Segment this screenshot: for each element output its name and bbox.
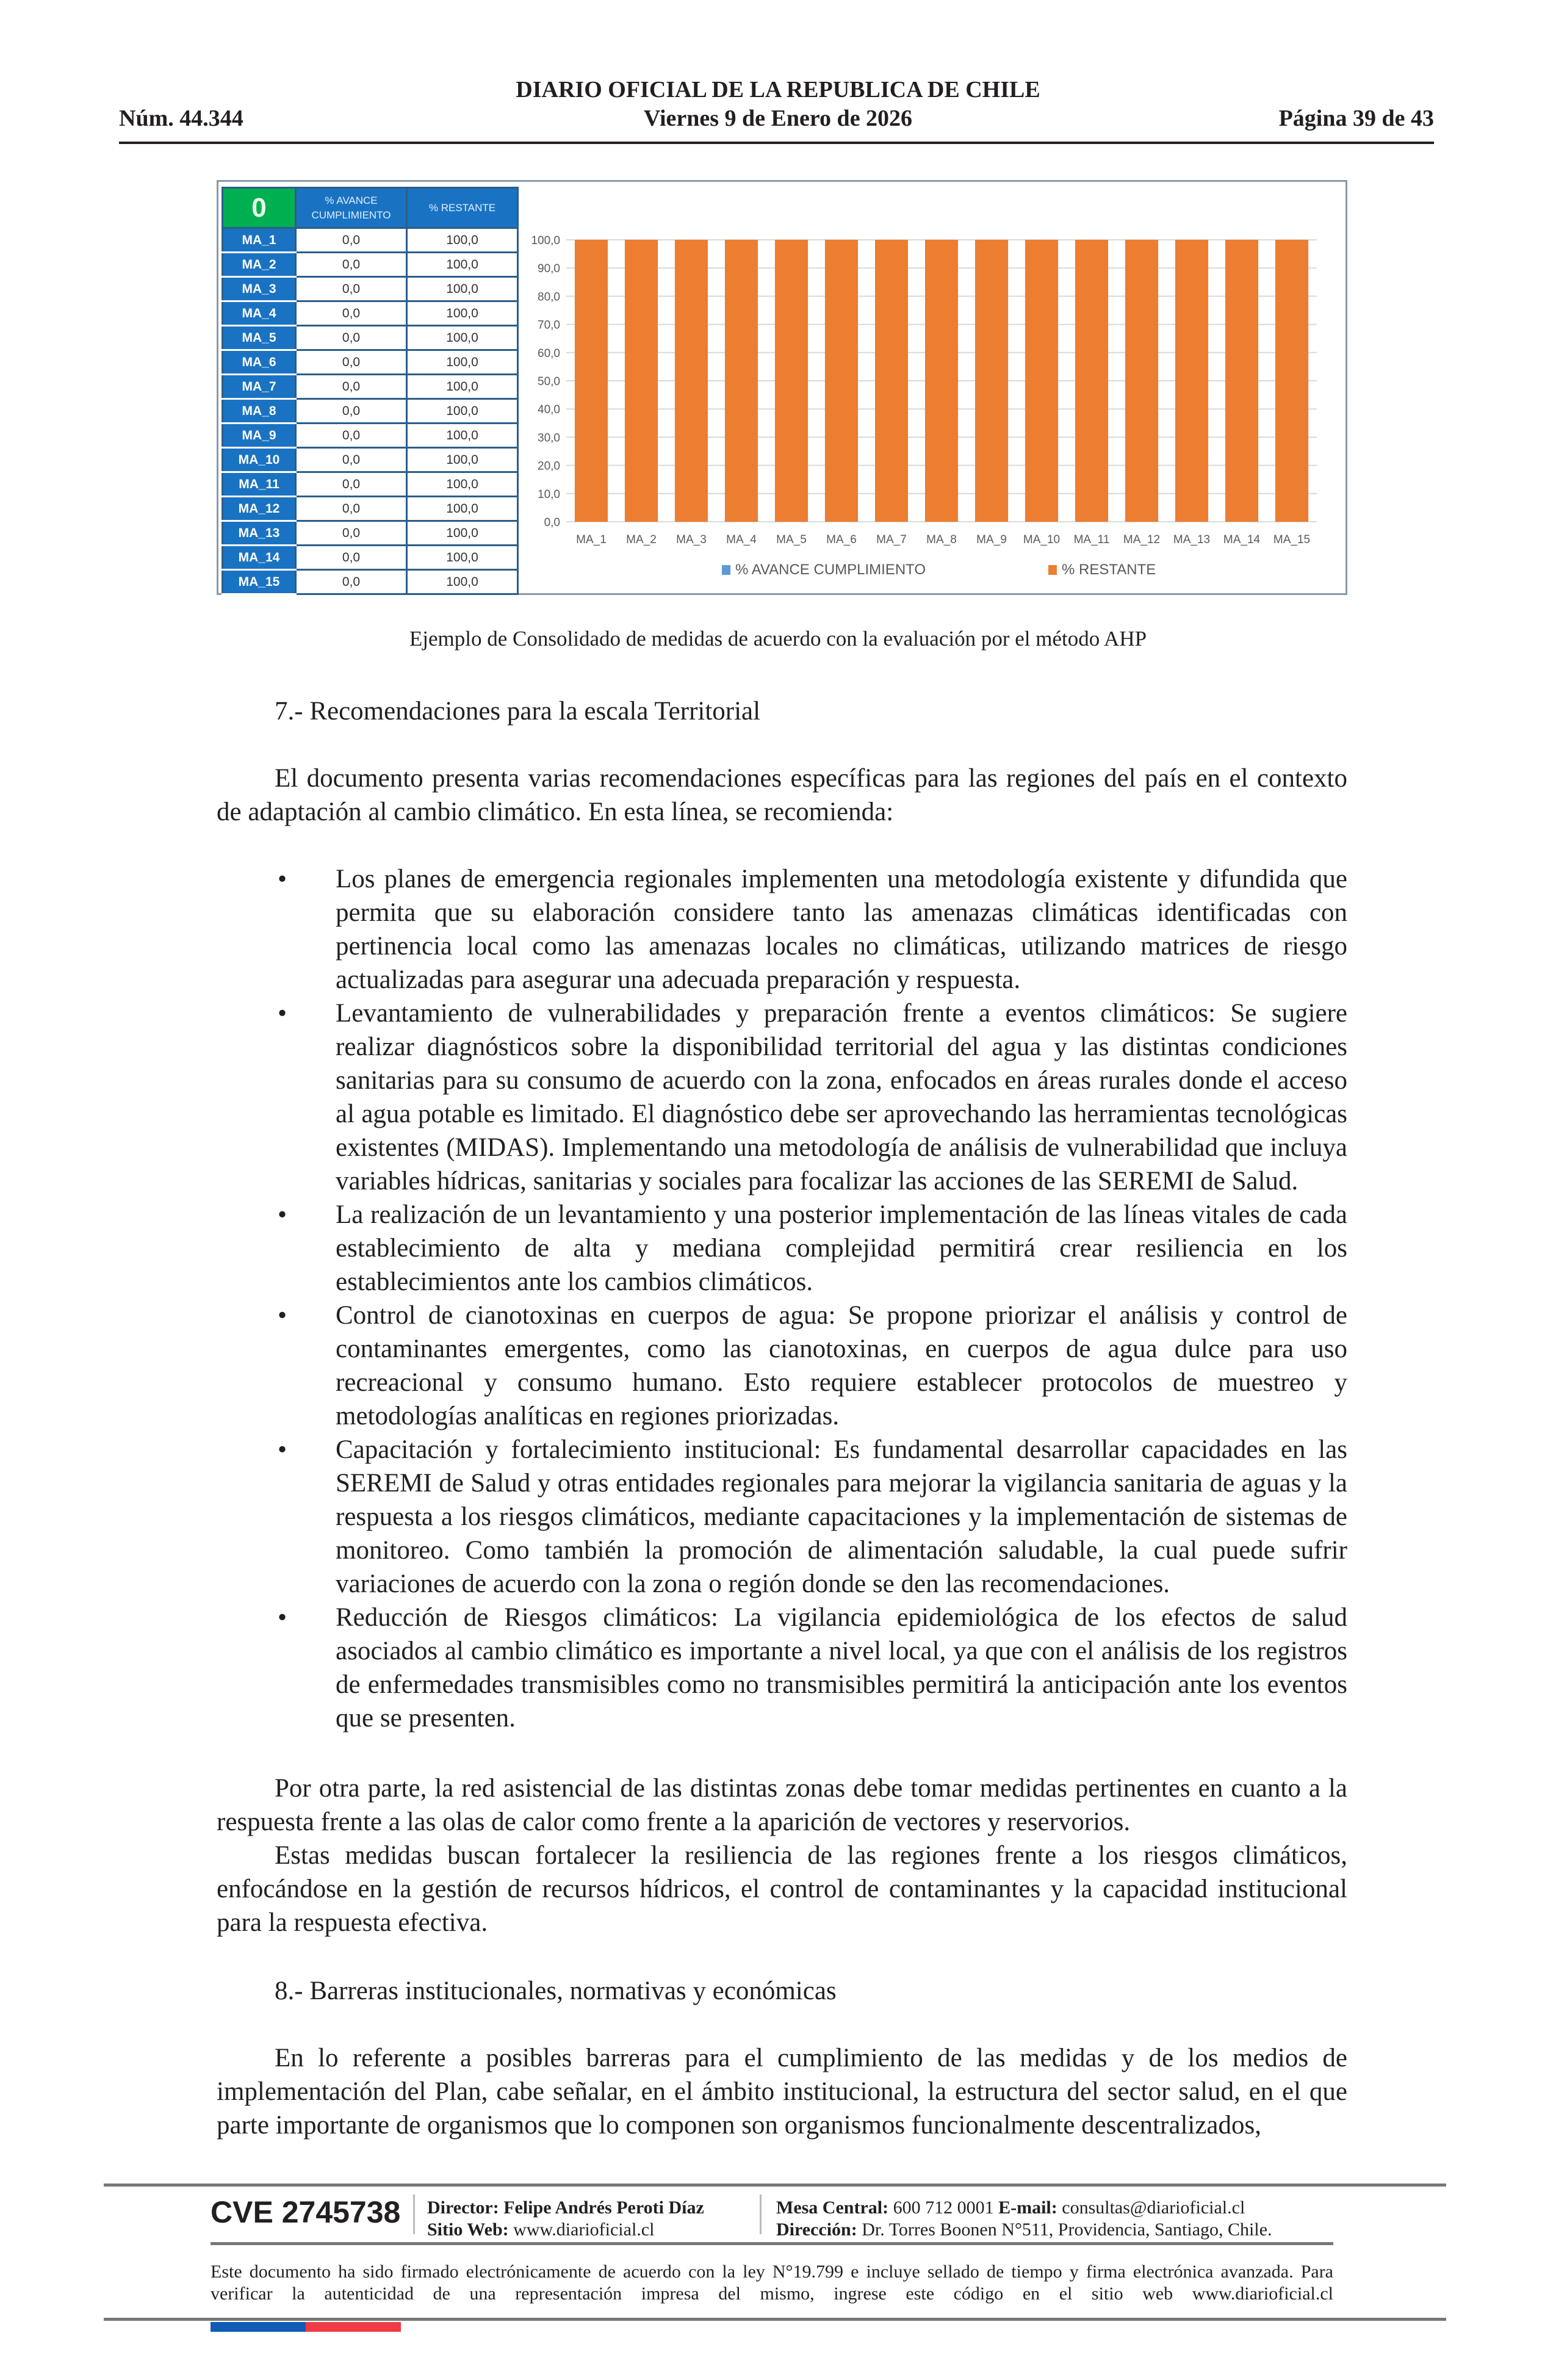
bar-restante-MA_4 <box>725 240 758 522</box>
recommendations-list <box>217 862 1347 1735</box>
bar-restante-MA_5 <box>775 240 808 522</box>
restante-value: 100,0 <box>407 497 518 521</box>
list-item <box>217 1433 1347 1601</box>
y-tick-label: 40,0 <box>538 403 560 417</box>
y-tick-label: 100,0 <box>531 234 560 247</box>
bar-restante-MA_10 <box>1025 240 1058 522</box>
paragraph: Por otra parte, la red asistencial de las distintas zonas debe tomar medidas pertinentes en cuanto a la respuesta frente a las olas de calor como frente a la aparición de vectores y reservorios. <box>217 1774 1347 1836</box>
avance-value: 0,0 <box>296 399 407 424</box>
list-item <box>217 1601 1347 1735</box>
flag-stripe-red <box>306 2322 401 2332</box>
director-name: Felipe Andrés Peroti Díaz <box>503 2198 704 2218</box>
avance-value: 0,0 <box>296 497 407 521</box>
restante-value: 100,0 <box>407 399 518 424</box>
label: Director: <box>427 2198 499 2218</box>
x-tick-label: MA_3 <box>676 533 707 546</box>
bullet-icon: • <box>278 1435 287 1464</box>
bar-restante-MA_14 <box>1225 240 1258 522</box>
legend-label: % AVANCE CUMPLIMIENTO <box>735 561 926 578</box>
x-tick-label: MA_2 <box>626 533 657 546</box>
table-corner: 0 <box>223 188 296 228</box>
chart-figure <box>217 180 1347 595</box>
footer-director <box>427 2197 704 2241</box>
section-7-intro: El documento presenta varias recomendaciones específicas para las regiones del país en el contexto de adaptación al cambio climático. En esta línea, se recomienda: <box>217 764 1347 826</box>
list-item <box>217 997 1347 1198</box>
x-tick-label: MA_8 <box>926 533 957 546</box>
y-tick-label: 70,0 <box>538 319 560 332</box>
section-7-closing <box>217 1772 1347 1939</box>
signature-notice: Este documento ha sido firmado electrónicamente de acuerdo con la ley N°19.799 e incluye sellado de tiempo y firma electrónica avanzada. Para verificar la autenticidad de una representación impresa del mismo, ingrese este código en el sitio web www.diarioficial.cl <box>211 2262 1333 2304</box>
bar-chart <box>218 182 1345 593</box>
bar-restante-MA_8 <box>925 240 958 522</box>
bar-restante-MA_7 <box>875 240 908 522</box>
list-item-text: Reducción de Riesgos climáticos: La vigilancia epidemiológica de los efectos de salud asociados al cambio climático es importante a nivel local, ya que con el análisis de los registros de enfermedades transmisibles como no transmisibles permitirá la anticipación ante los eventos que se presenten. <box>336 1603 1347 1733</box>
label: Mesa Central: <box>776 2198 889 2218</box>
paragraph: Estas medidas buscan fortalecer la resiliencia de las regiones frente a los riesgos climáticos, enfocándose en la gestión de recursos hídricos, el control de contaminantes y la capacidad institucional para la respuesta efectiva. <box>217 1841 1347 1937</box>
x-tick-label: MA_10 <box>1023 533 1061 546</box>
bullet-icon: • <box>278 1200 287 1229</box>
bar-restante-MA_11 <box>1075 240 1108 522</box>
measure-label: MA_9 <box>223 424 296 448</box>
measure-label: MA_13 <box>223 521 296 546</box>
measure-label: MA_5 <box>223 326 296 350</box>
x-tick-label: MA_1 <box>576 533 607 546</box>
bullet-icon: • <box>278 1603 287 1632</box>
measure-label: MA_14 <box>223 546 296 570</box>
y-tick-label: 80,0 <box>538 290 560 304</box>
y-tick-label: 0,0 <box>544 516 560 529</box>
x-tick-label: MA_11 <box>1073 533 1110 546</box>
avance-value: 0,0 <box>296 326 407 350</box>
avance-value: 0,0 <box>296 570 407 594</box>
newspaper-title: DIARIO OFICIAL DE LA REPUBLICA DE CHILE <box>516 77 1040 103</box>
bar-restante-MA_9 <box>975 240 1008 522</box>
measure-label: MA_15 <box>223 570 296 594</box>
restante-value: 100,0 <box>407 472 518 497</box>
x-tick-label: MA_7 <box>876 533 907 546</box>
bullet-icon: • <box>278 1301 287 1330</box>
issue-date: Viernes 9 de Enero de 2026 <box>643 106 913 131</box>
measure-label: MA_6 <box>223 350 296 375</box>
restante-value: 100,0 <box>407 546 518 570</box>
figure-caption: Ejemplo de Consolidado de medidas de acuerdo con la evaluación por el método AHP <box>409 627 1147 651</box>
section-7-heading: 7.- Recomendaciones para la escala Territorial <box>275 697 761 726</box>
section-8-heading: 8.- Barreras institucionales, normativas y económicas <box>275 1977 837 2005</box>
page-number: Página 39 de 43 <box>1278 106 1434 131</box>
measure-label: MA_10 <box>223 448 296 472</box>
x-tick-label: MA_6 <box>826 533 857 546</box>
y-tick-label: 60,0 <box>538 347 560 360</box>
avance-value: 0,0 <box>296 277 407 301</box>
measure-label: MA_2 <box>223 253 296 277</box>
avance-value: 0,0 <box>296 375 407 399</box>
avance-value: 0,0 <box>296 253 407 277</box>
x-tick-label: MA_5 <box>776 533 807 546</box>
header-rule <box>119 142 1434 144</box>
phone: 600 712 0001 <box>893 2198 994 2218</box>
avance-value: 0,0 <box>296 546 407 570</box>
restante-value: 100,0 <box>407 448 518 472</box>
list-item <box>217 862 1347 997</box>
restante-value: 100,0 <box>407 253 518 277</box>
bar-restante-MA_3 <box>675 240 708 522</box>
bar-restante-MA_12 <box>1125 240 1158 522</box>
restante-value: 100,0 <box>407 326 518 350</box>
y-tick-label: 90,0 <box>538 262 560 276</box>
y-tick-label: 50,0 <box>538 375 560 388</box>
footer-rule <box>104 2183 1446 2187</box>
measure-label: MA_4 <box>223 301 296 326</box>
list-item-text: Los planes de emergencia regionales implementen una metodología existente y difundida que permita que su elaboración considere tanto las amenazas climáticas identificadas con pertinencia local como las amenazas locales no climáticas, utilizando matrices de riesgo actualizadas para asegurar una adecuada preparación y respuesta. <box>336 865 1347 994</box>
restante-value: 100,0 <box>407 228 518 253</box>
label: E-mail: <box>998 2198 1057 2218</box>
measure-label: MA_1 <box>223 228 296 253</box>
divider <box>760 2194 762 2234</box>
restante-value: 100,0 <box>407 350 518 375</box>
flag-stripe-blue <box>211 2322 306 2332</box>
footer-rule <box>104 2318 1446 2321</box>
list-item-text: Capacitación y fortalecimiento institucional: Es fundamental desarrollar capacidades en las SEREMI de Salud y otras entidades regionales para mejorar la vigilancia sanitaria de aguas y la respuesta a los riesgos climáticos, mediante capacitaciones y la implementación de sistemas de monitoreo. Como también la promoción de alimentación saludable, la cual puede sufrir variaciones de acuerdo con la zona o región donde se den las recomendaciones. <box>336 1435 1347 1598</box>
bar-restante-MA_13 <box>1175 240 1208 522</box>
list-item <box>217 1299 1347 1433</box>
measure-label: MA_8 <box>223 399 296 424</box>
col-header-restante: % RESTANTE <box>407 188 518 228</box>
avance-value: 0,0 <box>296 301 407 326</box>
restante-value: 100,0 <box>407 570 518 594</box>
y-tick-label: 10,0 <box>538 488 560 501</box>
label: Sitio Web: <box>427 2220 509 2240</box>
divider <box>413 2194 415 2234</box>
y-tick-label: 20,0 <box>538 460 560 473</box>
measure-label: MA_7 <box>223 375 296 399</box>
x-tick-label: MA_13 <box>1173 533 1211 546</box>
x-tick-label: MA_4 <box>726 533 757 546</box>
address: Dr. Torres Boonen N°511, Providencia, Santiago, Chile. <box>862 2220 1272 2240</box>
bar-restante-MA_15 <box>1275 240 1308 522</box>
issue-number: Núm. 44.344 <box>119 106 243 131</box>
measure-label: MA_11 <box>223 472 296 497</box>
x-tick-label: MA_14 <box>1223 533 1261 546</box>
email-link[interactable]: consultas@diarioficial.cl <box>1062 2198 1245 2218</box>
avance-value: 0,0 <box>296 448 407 472</box>
restante-value: 100,0 <box>407 277 518 301</box>
legend-label: % RESTANTE <box>1062 561 1156 578</box>
avance-value: 0,0 <box>296 350 407 375</box>
avance-value: 0,0 <box>296 228 407 253</box>
section-8-paragraph: En lo referente a posibles barreras para el cumplimiento de las medidas y de los medios de implementación del Plan, cabe señalar, en el ámbito institucional, la estructura del sector salud, en el que parte importante de organismos que lo componen son organismos funcionalmente descentralizados, <box>217 2044 1347 2140</box>
y-tick-label: 30,0 <box>538 431 560 445</box>
bar-restante-MA_6 <box>825 240 858 522</box>
measure-label: MA_12 <box>223 497 296 521</box>
legend-swatch <box>1048 565 1057 575</box>
x-tick-label: MA_15 <box>1273 533 1311 546</box>
bar-restante-MA_1 <box>575 240 608 522</box>
list-item-text: Control de cianotoxinas en cuerpos de agua: Se propone priorizar el análisis y control de contaminantes emergentes, como las cianotoxinas, en cuerpos de agua dulce para uso recreacional y consumo humano. Esto requiere establecer protocolos de muestreo y metodologías analíticas en regiones priorizadas. <box>336 1301 1347 1430</box>
list-item <box>217 1198 1347 1299</box>
restante-value: 100,0 <box>407 521 518 546</box>
list-item-text: Levantamiento de vulnerabilidades y preparación frente a eventos climáticos: Se sugiere realizar diagnósticos sobre la disponibilidad territorial del agua y las distintas condiciones sanitarias para su consumo de acuerdo con la zona, enfocados en áreas rurales donde el acceso al agua potable es limitado. El diagnóstico debe ser aprovechando las herramientas tecnológicas existentes (MIDAS). Implementando una metodología de análisis de vulnerabilidad que incluya variables hídricas, sanitarias y sociales para focalizar las acciones de las SEREMI de Salud. <box>336 999 1347 1195</box>
restante-value: 100,0 <box>407 301 518 326</box>
measure-label: MA_3 <box>223 277 296 301</box>
restante-value: 100,0 <box>407 424 518 448</box>
col-header-avance: % AVANCE CUMPLIMIENTO <box>296 188 407 228</box>
avance-value: 0,0 <box>296 521 407 546</box>
label: Dirección: <box>776 2220 857 2240</box>
avance-value: 0,0 <box>296 424 407 448</box>
legend-swatch <box>722 565 730 575</box>
footer-contact <box>776 2197 1272 2241</box>
restante-value: 100,0 <box>407 375 518 399</box>
website-link[interactable]: www.diarioficial.cl <box>513 2220 655 2240</box>
x-tick-label: MA_9 <box>976 533 1007 546</box>
x-tick-label: MA_12 <box>1123 533 1161 546</box>
avance-value: 0,0 <box>296 472 407 497</box>
cve-code: CVE 2745738 <box>211 2195 401 2229</box>
footer-rule <box>211 2242 1333 2245</box>
bullet-icon: • <box>278 865 287 893</box>
list-item-text: La realización de un levantamiento y una posterior implementación de las líneas vitales de cada establecimiento de alta y mediana complejidad permitirá crear resiliencia en los establecimientos ante los cambios climáticos. <box>336 1200 1347 1296</box>
bar-restante-MA_2 <box>625 240 658 522</box>
bullet-icon: • <box>278 999 287 1028</box>
